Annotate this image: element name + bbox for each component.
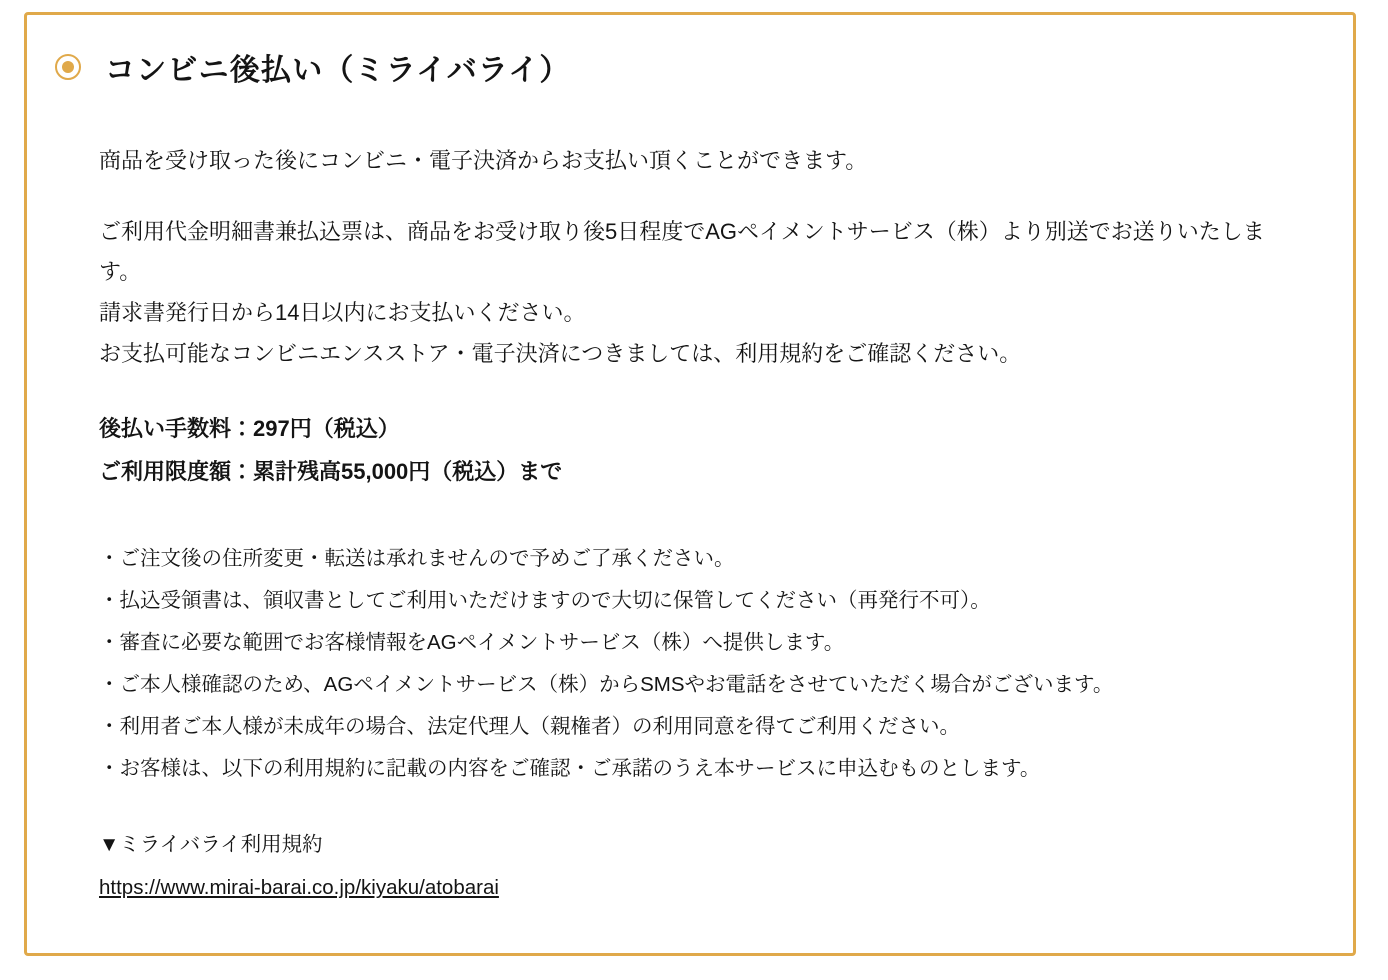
list-item: ・ご注文後の住所変更・転送は承れませんので予めご了承ください。 — [99, 547, 735, 571]
fee-block — [99, 408, 1293, 494]
details-line-3: お支払可能なコンビニエンスストア・電子決済につきましては、利用規約をご確認ください。 — [99, 340, 1022, 366]
notes-list — [99, 538, 1293, 790]
details-paragraph — [99, 212, 1293, 375]
details-line-2: 請求書発行日から14日以内にお支払いください。 — [99, 300, 586, 326]
payment-option-title: コンビニ後払い（ミライバライ） — [105, 54, 571, 87]
terms-link[interactable]: https://www.mirai-barai.co.jp/kiyaku/atobarai — [99, 876, 499, 900]
list-item: ・利用者ご本人様が未成年の場合、法定代理人（親権者）の利用同意を得てご利用ください。 — [99, 715, 960, 739]
list-item: ・審査に必要な範囲でお客様情報をAGペイメントサービス（株）へ提供します。 — [99, 631, 845, 655]
list-item: ・お客様は、以下の利用規約に記載の内容をご確認・ご承諾のうえ本サービスに申込むものとします。 — [99, 757, 1041, 781]
payment-option-header[interactable] — [27, 15, 1353, 89]
payment-option-description — [27, 89, 1353, 908]
terms-heading: ▼ミライバライ利用規約 — [99, 833, 323, 857]
list-item: ・払込受領書は、領収書としてご利用いただけますので大切に保管してください（再発行不可）。 — [99, 589, 991, 613]
fee-line: 後払い手数料：297円（税込） — [99, 416, 400, 442]
intro-paragraph: 商品を受け取った後にコンビニ・電子決済からお支払い頂くことができます。 — [99, 148, 868, 173]
terms-block — [99, 826, 1293, 908]
payment-option-panel[interactable] — [24, 12, 1356, 956]
radio-selected-icon[interactable] — [55, 54, 81, 80]
details-line-1: ご利用代金明細書兼払込票は、商品をお受け取り後5日程度でAGペイメントサービス（株）より別送でお送りいたします。 — [99, 218, 1265, 285]
list-item: ・ご本人様確認のため、AGペイメントサービス（株）からSMSやお電話をさせていただく場合がございます。 — [99, 673, 1114, 697]
limit-line: ご利用限度額：累計残高55,000円（税込）まで — [99, 459, 563, 485]
